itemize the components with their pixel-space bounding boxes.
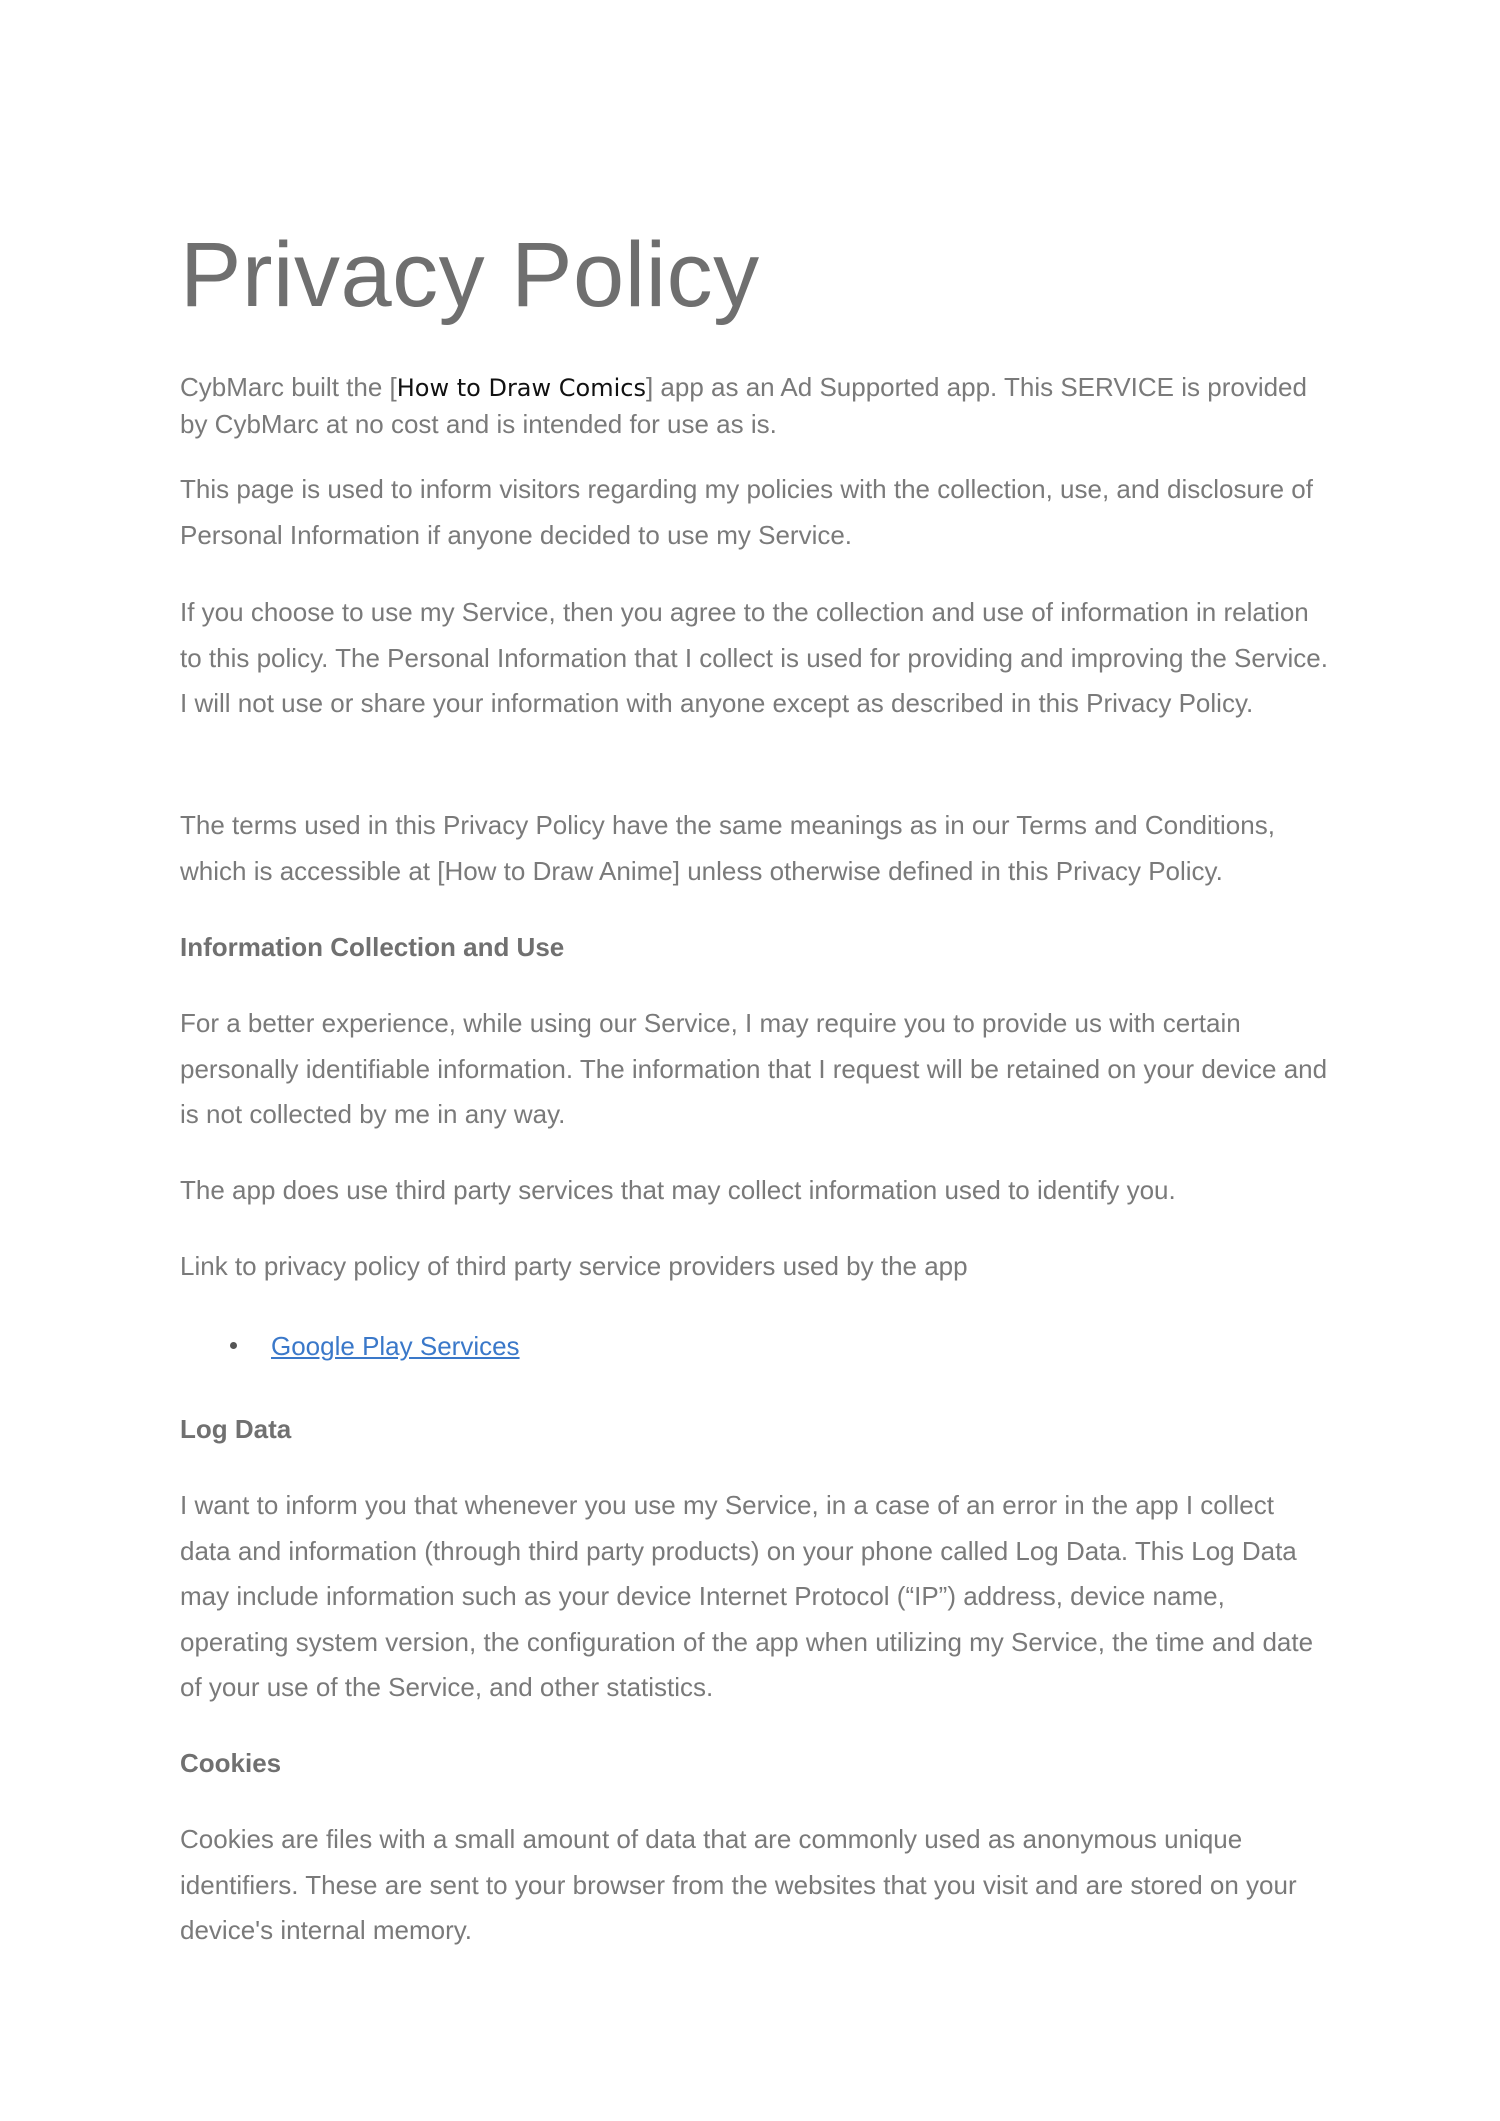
agreement-paragraph: If you choose to use my Service, then you agree to the collection and use of information in relation to this policy. The Personal Information that I collect is used for providing and improving the Service. I will not use or share your information with anyone except as described in this Privacy Policy. (180, 597, 1328, 718)
google-play-services-link[interactable]: Google Play Services (271, 1331, 520, 1361)
info-collection-paragraph: For a better experience, while using our Service, I may require you to provide us with certain personally identifiable information. The information that I request will be retained on your device and is not collected by me in any way. (180, 1008, 1328, 1129)
page-title: Privacy Policy (180, 224, 760, 326)
intro-text-before: CybMarc built the [ (180, 372, 397, 402)
section-heading-cookies: Cookies (180, 1748, 282, 1778)
purpose-paragraph: This page is used to inform visitors regarding my policies with the collection, use, and disclosure of Personal Information if anyone decided to use my Service. (180, 474, 1313, 550)
section-heading-log-data: Log Data (180, 1414, 292, 1444)
app-name: How to Draw Comics (396, 374, 646, 402)
intro-text-line2: by CybMarc at no cost and is intended for use as is. (180, 409, 777, 439)
section-heading-information-collection: Information Collection and Use (180, 932, 565, 962)
third-party-links-intro: Link to privacy policy of third party service providers used by the app (180, 1251, 968, 1281)
third-party-paragraph: The app does use third party services that may collect information used to identify you. (180, 1175, 1176, 1205)
bullet-icon (230, 1342, 237, 1349)
log-data-paragraph: I want to inform you that whenever you use my Service, in a case of an error in the app I collect data and information (through third party products) on your phone called Log Data. This Log Data may include information such as your device Internet Protocol (“IP”) address, device name, operating system version, the configuration of the app when utilizing my Service, the time and date of your use of the Service, and other statistics. (180, 1490, 1314, 1702)
terms-paragraph: The terms used in this Privacy Policy have the same meanings as in our Terms and Conditions, which is accessible at [How to Draw Anime] unless otherwise defined in this Privacy Policy. (180, 810, 1275, 886)
list-item (180, 1328, 520, 1364)
intro-paragraph (180, 369, 1330, 442)
cookies-paragraph: Cookies are files with a small amount of data that are commonly used as anonymous unique identifiers. These are sent to your browser from the websites that you visit and are stored on your device's internal memory. (180, 1824, 1297, 1945)
third-party-links-list (180, 1328, 520, 1364)
intro-text-after: ] app as an Ad Supported app. This SERVICE is provided (645, 372, 1307, 402)
